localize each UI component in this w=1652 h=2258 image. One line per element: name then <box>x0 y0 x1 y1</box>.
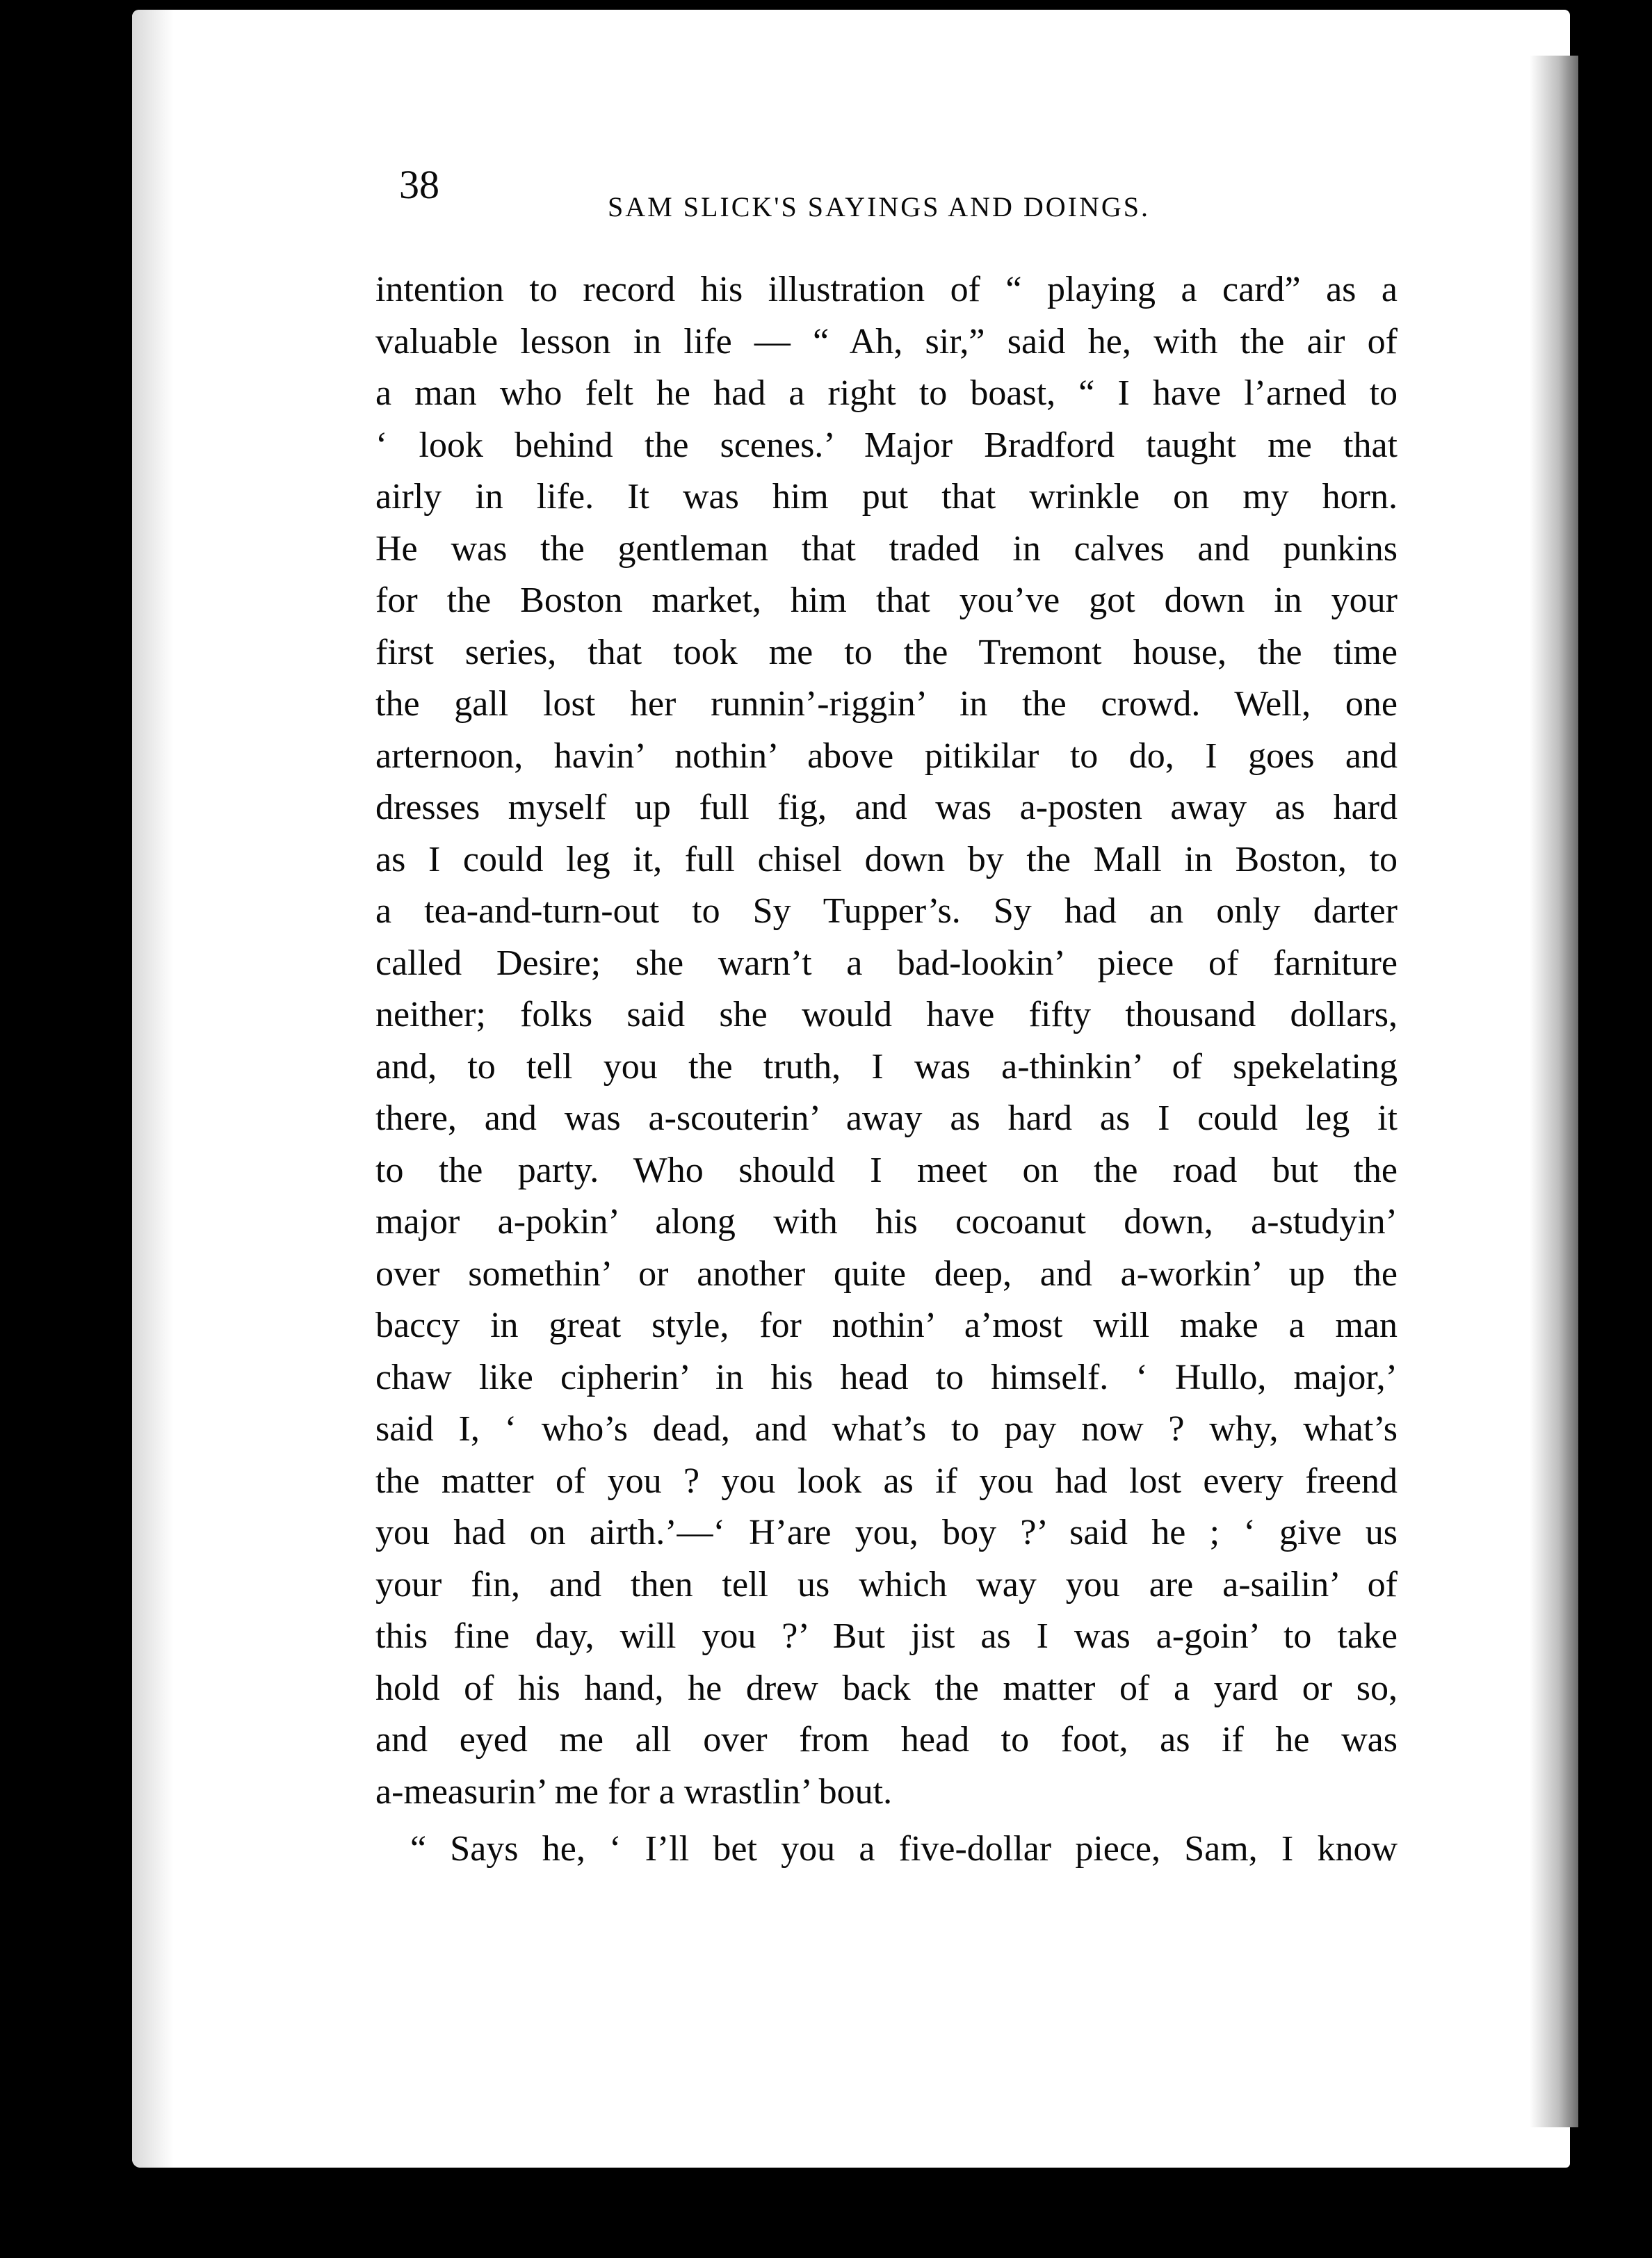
running-head: SAM SLICK'S SAYINGS AND DOINGS. <box>608 191 1150 222</box>
text-line: as I could leg it, full chisel down by the Mall in Boston, to <box>375 839 1398 879</box>
text-line: this fine day, will you ?’ But jist as I was a-goin’ to take <box>375 1616 1398 1656</box>
page-header <box>399 161 1411 231</box>
paragraph <box>375 264 1398 1818</box>
text-line: “ Says he, ‘ I’ll bet you a five-dollar piece, Sam, I know <box>410 1829 1398 1869</box>
text-line: major a-pokin’ along with his cocoanut down, a-studyin’ <box>375 1202 1398 1242</box>
text-line: a man who felt he had a right to boast, “ I have l’arned to <box>375 373 1398 413</box>
text-line: He was the gentleman that traded in calves and punkins <box>375 528 1398 569</box>
text-line: and, to tell you the truth, I was a-thinkin’ of spekelating <box>375 1046 1398 1087</box>
text-line: the matter of you ? you look as if you had lost every freend <box>375 1461 1398 1501</box>
paragraph <box>375 1824 1398 1876</box>
spine-shadow <box>132 10 174 2168</box>
text-line: dresses myself up full fig, and was a-posten away as hard <box>375 788 1398 827</box>
text-line: ‘ look behind the scenes.’ Major Bradford taught me that <box>375 425 1398 465</box>
text-line: there, and was a-scouterin’ away as hard as I could leg it <box>375 1098 1398 1138</box>
text-line: valuable lesson in life — “ Ah, sir,” said he, with the air of <box>375 321 1398 362</box>
text-line: and eyed me all over from head to foot, as if he was <box>375 1720 1398 1760</box>
page-edge-shadow <box>1530 56 1578 2127</box>
text-line: you had on airth.’—‘ H’are you, boy ?’ said he ; ‘ give us <box>375 1513 1398 1552</box>
text-line: neither; folks said she would have fifty thousand dollars, <box>375 995 1398 1034</box>
text-line: for the Boston market, him that you’ve got down in your <box>375 580 1398 620</box>
text-line: the gall lost her runnin’-riggin’ in the crowd. Well, one <box>375 684 1398 724</box>
text-line: intention to record his illustration of “ playing a card” as a <box>375 270 1398 309</box>
text-line: to the party. Who should I meet on the road but the <box>375 1150 1398 1190</box>
text-line: over somethin’ or another quite deep, and a-workin’ up the <box>375 1253 1398 1294</box>
text-line: arternoon, havin’ nothin’ above pitikilar to do, I goes and <box>375 736 1398 776</box>
text-line: a tea-and-turn-out to Sy Tupper’s. Sy had an only darter <box>375 891 1398 931</box>
body-text <box>375 264 1398 1876</box>
page-number: 38 <box>399 162 439 207</box>
text-line: a-measurin’ me for a wrastlin’ bout. <box>375 1771 893 1812</box>
text-line: baccy in great style, for nothin’ a’most will make a man <box>375 1306 1398 1345</box>
text-line: hold of his hand, he drew back the matter of a yard or so, <box>375 1668 1398 1708</box>
text-line: your fin, and then tell us which way you are a-sailin’ of <box>375 1564 1398 1605</box>
text-line: first series, that took me to the Tremont house, the time <box>375 632 1398 672</box>
text-line: chaw like cipherin’ in his head to himself. ‘ Hullo, major,’ <box>375 1357 1398 1397</box>
text-line: said I, ‘ who’s dead, and what’s to pay now ? why, what’s <box>375 1409 1398 1449</box>
text-line: called Desire; she warn’t a bad-lookin’ piece of farniture <box>375 943 1398 983</box>
text-line: airly in life. It was him put that wrinkle on my horn. <box>375 477 1398 517</box>
